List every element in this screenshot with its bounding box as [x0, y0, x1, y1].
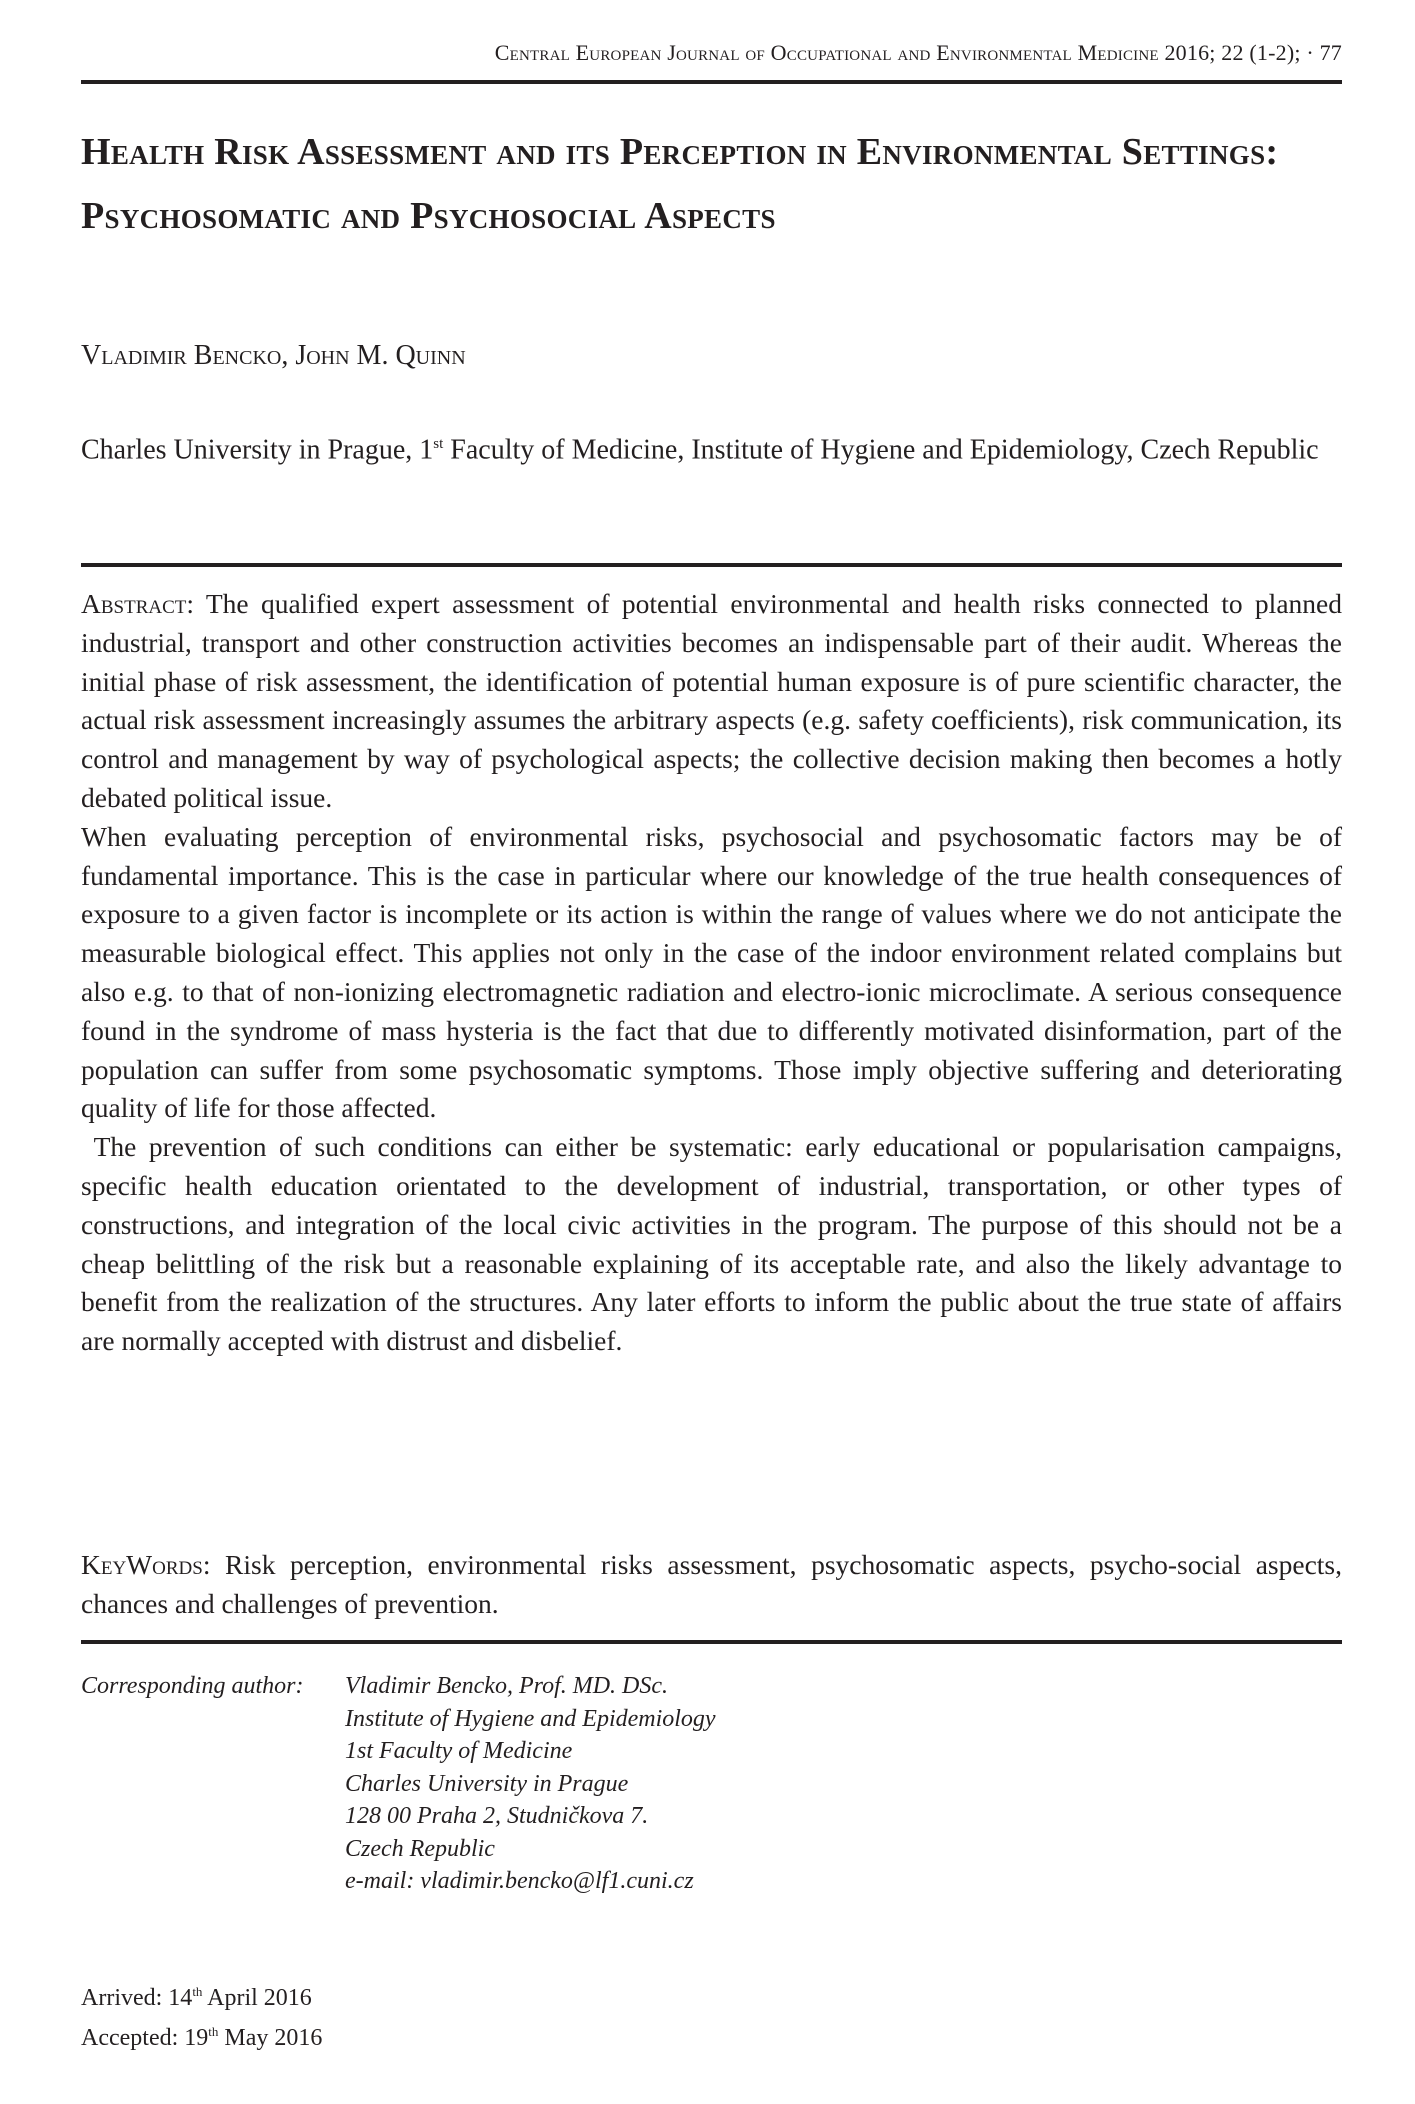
corr-institute: Institute of Hygiene and Epidemiology: [345, 1705, 716, 1732]
header-rule: [81, 80, 1342, 84]
corr-country: Czech Republic: [345, 1835, 495, 1862]
running-head: Central European Journal of Occupational and Environmental Medicine 2016; 22 (1-2); · 77: [494, 40, 1342, 65]
abstract: [81, 585, 1349, 1361]
abstract-paragraph-3: The prevention of such conditions can either be systematic: early educational or popularisation campaigns, specific health education orientated to the development of industrial, transportation, or other types of constructions, and integration of the local civic activities in the program. The purpose of this should not be a cheap belittling of the risk but a reasonable explaining of its acceptable rate, and also the likely advantage to benefit from the realization of the structures. Any later efforts to inform the public about the true state of affairs are normally accepted with distrust and disbelief.: [81, 1131, 1349, 1357]
keywords-label: KeyWords:: [81, 1549, 211, 1580]
abstract-paragraph-1: Abstract: The qualified expert assessment of potential environmental and health risks connected to planned industrial, transport and other construction activities becomes an indispensable part of their audit. Whereas the initial phase of risk assessment, the identification of potential human exposure is of pure scientific character, the actual risk assessment increasingly assumes the arbitrary aspects (e.g. safety coefficients), risk communication, its control and management by way of psychological aspects; the collective decision making then becomes a hotly debated political issue.: [81, 588, 1342, 813]
corr-name: Vladimir Bencko, Prof. MD. DSc.: [345, 1673, 669, 1699]
accepted-date: Accepted: 19th May 2016: [81, 2024, 323, 2051]
affiliation-text-2: Faculty of Medicine, Institute of Hygiene and Epidemiology, Czech Republic: [443, 434, 1319, 466]
corr-university: Charles University in Prague: [345, 1770, 629, 1797]
abstract-paragraph-2: When evaluating perception of environmental risks, psychosocial and psychosomatic factors may be of fundamental importance. This is the case in particular where our knowledge of the true health consequences of exposure to a given factor is incomplete or its action is within the range of values where we do not anticipate the measurable biological effect. This applies not only in the case of the indoor environment related complains but also e.g. to that of non-ionizing electromagnetic radiation and electro-ionic microclimate. A serious consequence found in the syndrome of mass hysteria is the fact that due to differently motivated disinformation, part of the population can suffer from some psychosomatic symptoms. Those imply objective suffering and deteriorating quality of life for those affected.: [81, 820, 1342, 1124]
keywords: [81, 1545, 1342, 1623]
affiliation-text-1: Charles University in Prague, 1: [81, 434, 434, 466]
affiliation-sup: st: [433, 436, 444, 452]
authors: Vladimir Bencko, John M. Quinn: [81, 340, 466, 371]
corresponding-details: [345, 1670, 716, 1898]
corr-address: 128 00 Praha 2, Studničkova 7.: [345, 1803, 649, 1829]
abstract-rule: [81, 563, 1342, 567]
arrived-date: Arrived: 14th April 2016: [81, 1984, 312, 2011]
corr-email[interactable]: e-mail: vladimir.bencko@lf1.cuni.cz: [345, 1868, 694, 1894]
affiliation: [81, 425, 1342, 469]
corresponding-author: [81, 1670, 716, 1898]
article-title: Health Risk Assessment and its Perception in Environmental Settings: Psychosomatic and Psychosocial Aspects: [81, 131, 1279, 237]
corr-faculty: 1st Faculty of Medicine: [345, 1738, 573, 1764]
abstract-label: Abstract:: [81, 588, 195, 619]
keywords-text: Risk perception, environmental risks assessment, psychosomatic aspects, psycho-social aspects, chances and challenges of prevention.: [81, 1549, 1342, 1619]
corresponding-label: Corresponding author:: [81, 1673, 304, 1699]
keywords-rule: [81, 1640, 1342, 1644]
submission-dates: [81, 1975, 322, 2055]
